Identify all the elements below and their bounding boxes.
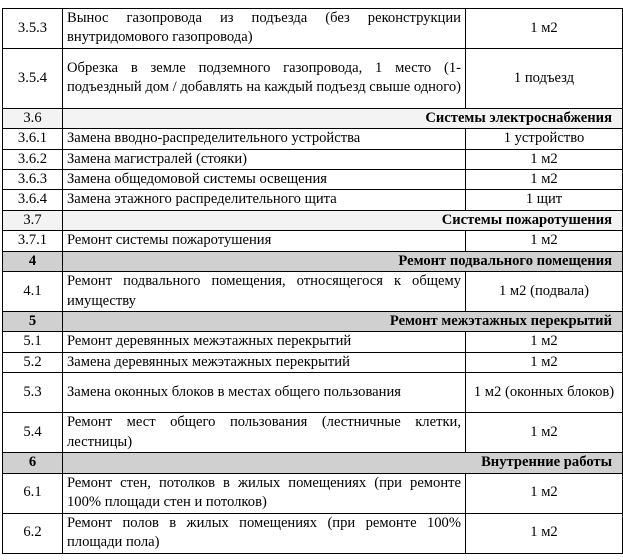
table-row: [3, 473, 623, 513]
section-title: Системы электроснабжения: [63, 108, 623, 128]
unit-of-measure: 1 м2: [466, 231, 623, 251]
work-description: Ремонт подвального помещения, относящегося к общему имуществу: [63, 272, 466, 312]
unit-of-measure: 1 м2: [466, 9, 623, 49]
unit-of-measure: 1 м2: [466, 332, 623, 352]
section-title: Ремонт подвального помещения: [63, 251, 623, 271]
section-header: [3, 453, 623, 473]
row-number: 3.6.2: [3, 149, 63, 169]
work-table: [2, 8, 623, 554]
table-row: [3, 48, 623, 108]
table-row: [3, 129, 623, 149]
table-row: [3, 513, 623, 553]
row-number: 6.2: [3, 513, 63, 553]
row-number: 5.1: [3, 332, 63, 352]
unit-of-measure: 1 м2: [466, 352, 623, 372]
row-number: 5.3: [3, 373, 63, 413]
row-number: 5.2: [3, 352, 63, 372]
section-title: Системы пожаротушения: [63, 210, 623, 230]
unit-of-measure: 1 м2: [466, 513, 623, 553]
row-number: 4.1: [3, 272, 63, 312]
unit-of-measure: 1 устройство: [466, 129, 623, 149]
section-number: 3.6: [3, 108, 63, 128]
section-number: 3.7: [3, 210, 63, 230]
work-description: Замена вводно-распределительного устройства: [63, 129, 466, 149]
unit-of-measure: 1 подъезд: [466, 48, 623, 108]
row-number: 3.5.4: [3, 48, 63, 108]
work-description: Замена оконных блоков в местах общего пользования: [63, 373, 466, 413]
row-number: 3.6.4: [3, 190, 63, 210]
work-description: Ремонт системы пожаротушения: [63, 231, 466, 251]
section-title: Ремонт межэтажных перекрытий: [63, 312, 623, 332]
work-description: Обрезка в земле подземного газопровода, 1 место (1-подъездный дом / добавлять на каждый подъезд свыше одного): [63, 48, 466, 108]
work-description: Ремонт полов в жилых помещениях (при ремонте 100% площади пола): [63, 513, 466, 553]
work-description: Замена деревянных межэтажных перекрытий: [63, 352, 466, 372]
section-number: 6: [3, 453, 63, 473]
row-number: 5.4: [3, 413, 63, 453]
section-number: 5: [3, 312, 63, 332]
work-description: Замена магистралей (стояки): [63, 149, 466, 169]
unit-of-measure: 1 м2: [466, 170, 623, 190]
section-title: Внутренние работы: [63, 453, 623, 473]
unit-of-measure: 1 м2 (подвала): [466, 272, 623, 312]
subsection-header: [3, 108, 623, 128]
table-row: [3, 272, 623, 312]
row-number: 3.7.1: [3, 231, 63, 251]
unit-of-measure: 1 щит: [466, 190, 623, 210]
section-number: 4: [3, 251, 63, 271]
work-description: Ремонт стен, потолков в жилых помещениях (при ремонте 100% площади стен и потолков): [63, 473, 466, 513]
table-row: [3, 373, 623, 413]
table-row: [3, 352, 623, 372]
table-row: [3, 413, 623, 453]
work-description: Замена этажного распределительного щита: [63, 190, 466, 210]
unit-of-measure: 1 м2: [466, 149, 623, 169]
row-number: 3.6.1: [3, 129, 63, 149]
table-row: [3, 332, 623, 352]
unit-of-measure: 1 м2: [466, 473, 623, 513]
section-header: [3, 312, 623, 332]
work-description: Вынос газопровода из подъезда (без реконструкции внутридомового газопровода): [63, 9, 466, 49]
work-description: Ремонт деревянных межэтажных перекрытий: [63, 332, 466, 352]
work-description: Ремонт мест общего пользования (лестничные клетки, лестницы): [63, 413, 466, 453]
table-row: [3, 170, 623, 190]
table-row: [3, 190, 623, 210]
row-number: 3.5.3: [3, 9, 63, 49]
table-row: [3, 231, 623, 251]
row-number: 6.1: [3, 473, 63, 513]
row-number: 3.6.3: [3, 170, 63, 190]
table-row: [3, 149, 623, 169]
unit-of-measure: 1 м2 (оконных блоков): [466, 373, 623, 413]
unit-of-measure: 1 м2: [466, 413, 623, 453]
work-description: Замена общедомовой системы освещения: [63, 170, 466, 190]
table-row: [3, 9, 623, 49]
section-header: [3, 251, 623, 271]
subsection-header: [3, 210, 623, 230]
